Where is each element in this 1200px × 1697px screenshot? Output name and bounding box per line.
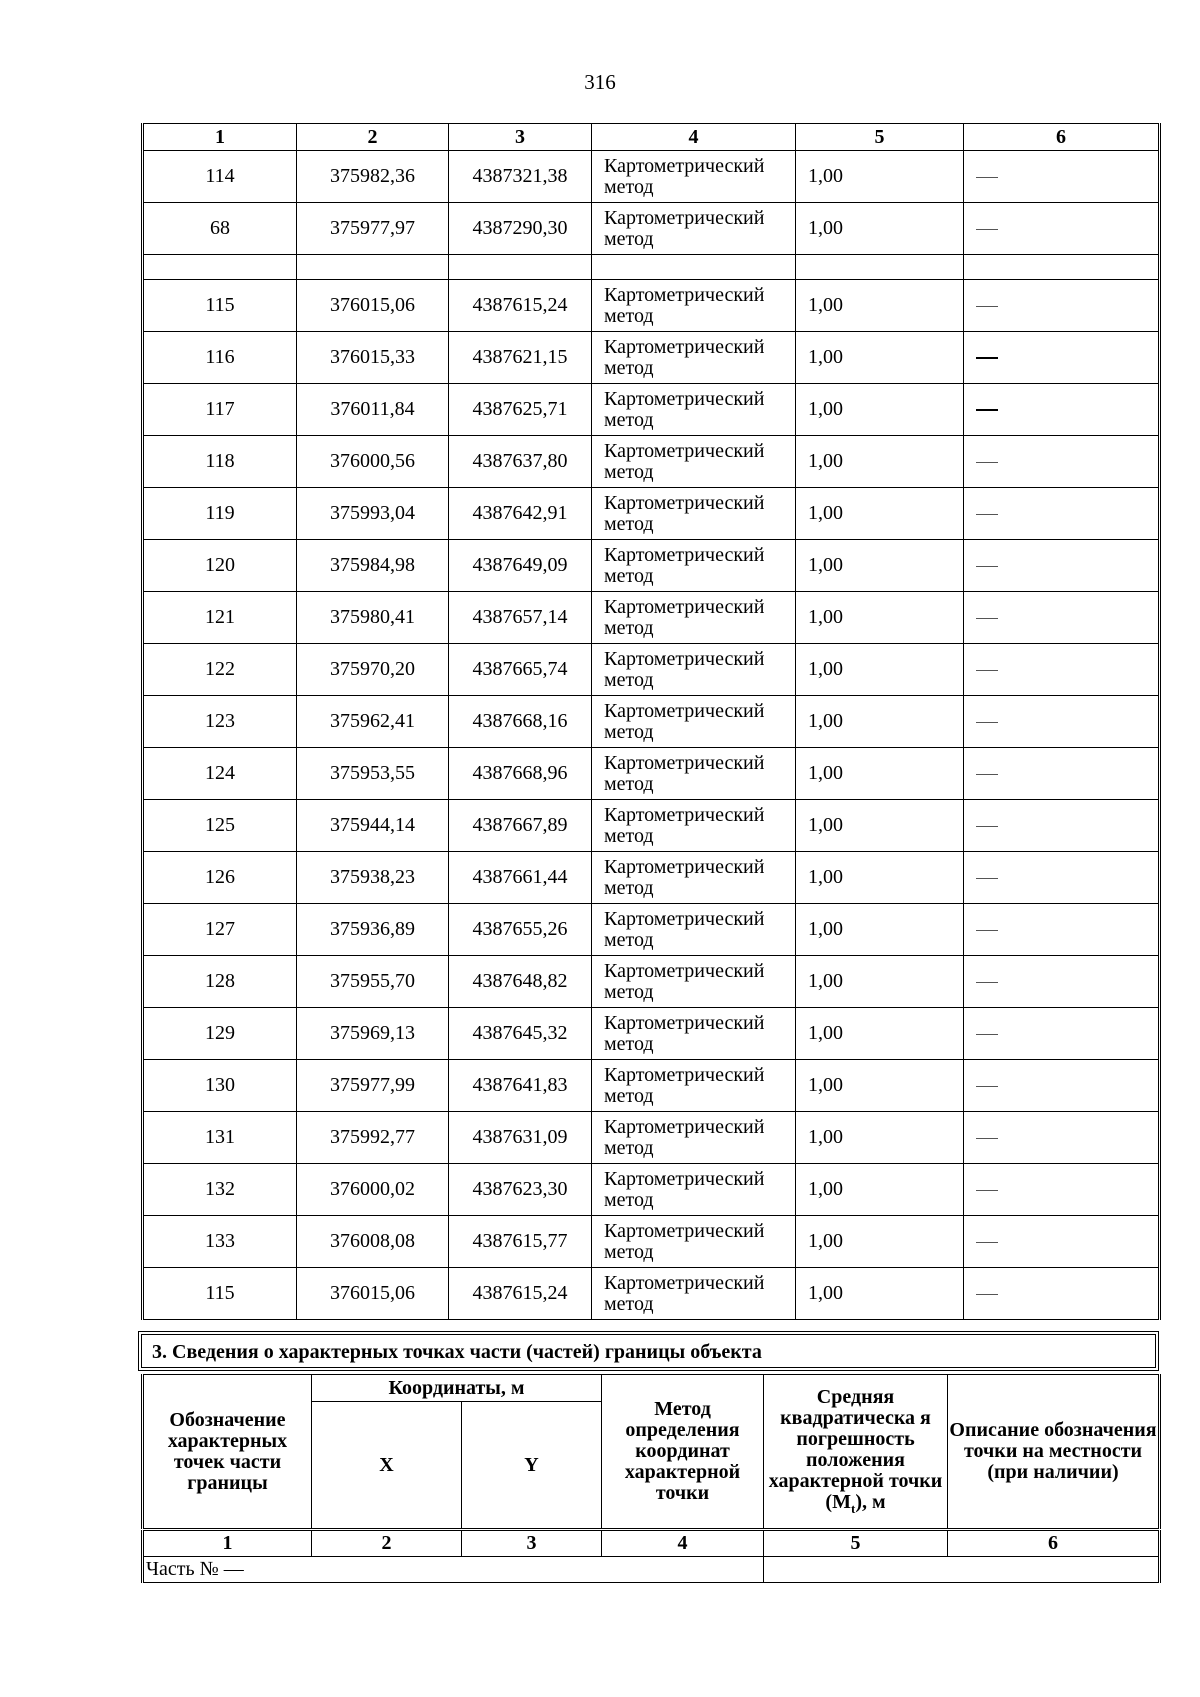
method-line: Картометрический	[604, 803, 765, 826]
y-coordinate: 4387642,91	[449, 488, 592, 540]
accuracy-value: 1,00	[796, 748, 964, 800]
description-text	[998, 399, 999, 400]
column-number: 6	[964, 124, 1160, 151]
description-cell	[964, 540, 1160, 592]
point-number: 133	[143, 1216, 297, 1268]
description-text	[998, 607, 999, 608]
table-row	[143, 1060, 1160, 1112]
description-cell	[964, 1216, 1160, 1268]
y-coordinate: 4387667,89	[449, 800, 592, 852]
accuracy-value: 1,00	[796, 1112, 964, 1164]
y-coordinate: 4387631,09	[449, 1112, 592, 1164]
method-cell	[592, 644, 796, 696]
accuracy-value: 1,00	[796, 852, 964, 904]
dash-mark	[976, 878, 998, 879]
x-coordinate: 375936,89	[297, 904, 449, 956]
method-cell	[592, 956, 796, 1008]
column-number: 4	[592, 124, 796, 151]
description-text	[998, 555, 999, 556]
method-line: метод	[604, 227, 654, 250]
description-text	[998, 166, 999, 167]
column-number: 5	[796, 124, 964, 151]
empty-cell	[592, 255, 796, 280]
coordinates-header: Координаты, м	[312, 1375, 602, 1402]
dash-mark	[976, 670, 998, 671]
dash-mark	[976, 722, 998, 723]
accuracy-value: 1,00	[796, 332, 964, 384]
method-cell	[592, 540, 796, 592]
empty-cell	[964, 255, 1160, 280]
x-coordinate: 375944,14	[297, 800, 449, 852]
dash-mark	[976, 1034, 998, 1035]
y-coordinate: 4387615,24	[449, 280, 592, 332]
y-coordinate: 4387321,38	[449, 151, 592, 203]
method-line: метод	[604, 564, 654, 587]
method-line: метод	[604, 876, 654, 899]
x-coordinate: 375953,55	[297, 748, 449, 800]
method-cell	[592, 1112, 796, 1164]
y-coordinate: 4387621,15	[449, 332, 592, 384]
column-number-row	[143, 124, 1160, 151]
method-line: метод	[604, 460, 654, 483]
point-number: 125	[143, 800, 297, 852]
point-label-header: Обозначение характерных точек части границы	[143, 1375, 312, 1529]
description-text	[998, 347, 999, 348]
accuracy-value: 1,00	[796, 540, 964, 592]
part-empty-cell	[764, 1557, 1160, 1583]
description-cell	[964, 203, 1160, 255]
dash-mark	[976, 1086, 998, 1087]
method-cell	[592, 1164, 796, 1216]
dash-mark	[976, 826, 998, 827]
method-line: Картометрический	[604, 855, 765, 878]
description-cell	[964, 1008, 1160, 1060]
dash-mark	[976, 1294, 998, 1295]
description-text	[998, 503, 999, 504]
description-text	[998, 218, 999, 219]
empty-cell	[796, 255, 964, 280]
method-line: Картометрический	[604, 543, 765, 566]
point-number: 118	[143, 436, 297, 488]
y-coordinate: 4387668,96	[449, 748, 592, 800]
method-line: Картометрический	[604, 907, 765, 930]
description-cell	[964, 384, 1160, 436]
point-number: 116	[143, 332, 297, 384]
point-number: 126	[143, 852, 297, 904]
description-cell	[964, 696, 1160, 748]
accuracy-value: 1,00	[796, 956, 964, 1008]
column-number-row	[143, 1531, 1160, 1557]
table-row	[143, 1112, 1160, 1164]
method-line: Картометрический	[604, 206, 765, 229]
y-coordinate: 4387665,74	[449, 644, 592, 696]
method-cell	[592, 203, 796, 255]
y-coordinate: 4387668,16	[449, 696, 592, 748]
method-cell	[592, 904, 796, 956]
x-coordinate: 375993,04	[297, 488, 449, 540]
table-row	[143, 540, 1160, 592]
method-cell	[592, 384, 796, 436]
x-coordinate: 375955,70	[297, 956, 449, 1008]
y-coordinate: 4387615,77	[449, 1216, 592, 1268]
method-cell	[592, 1008, 796, 1060]
table-row	[143, 280, 1160, 332]
method-line: Картометрический	[604, 959, 765, 982]
page-number: 316	[584, 70, 616, 94]
x-coordinate: 375984,98	[297, 540, 449, 592]
column-number: 4	[602, 1531, 764, 1557]
method-line: Картометрический	[604, 154, 765, 177]
method-line: Картометрический	[604, 1219, 765, 1242]
x-coordinate: 375992,77	[297, 1112, 449, 1164]
description-cell	[964, 488, 1160, 540]
method-cell	[592, 488, 796, 540]
point-number: 114	[143, 151, 297, 203]
method-line: метод	[604, 1032, 654, 1055]
accuracy-value: 1,00	[796, 488, 964, 540]
accuracy-value: 1,00	[796, 592, 964, 644]
point-number: 121	[143, 592, 297, 644]
method-cell	[592, 852, 796, 904]
point-number: 130	[143, 1060, 297, 1112]
method-cell	[592, 696, 796, 748]
description-text	[998, 295, 999, 296]
parts-body-table	[141, 1530, 1161, 1583]
column-number: 6	[948, 1531, 1160, 1557]
x-coordinate: 376015,06	[297, 280, 449, 332]
dash-mark	[976, 409, 998, 411]
point-number: 119	[143, 488, 297, 540]
point-number: 129	[143, 1008, 297, 1060]
method-line: метод	[604, 668, 654, 691]
table-row	[143, 151, 1160, 203]
accuracy-value: 1,00	[796, 1008, 964, 1060]
description-cell	[964, 800, 1160, 852]
y-coordinate: 4387637,80	[449, 436, 592, 488]
method-cell	[592, 151, 796, 203]
method-line: метод	[604, 356, 654, 379]
x-coordinate: 375962,41	[297, 696, 449, 748]
description-cell	[964, 852, 1160, 904]
method-line: Картометрический	[604, 1063, 765, 1086]
accuracy-value: 1,00	[796, 1216, 964, 1268]
point-number: 115	[143, 280, 297, 332]
empty-cell	[143, 255, 297, 280]
method-cell	[592, 1216, 796, 1268]
dash-mark	[976, 774, 998, 775]
y-header: Y	[462, 1402, 602, 1529]
table-row	[143, 1008, 1160, 1060]
method-line: метод	[604, 928, 654, 951]
method-line: Картометрический	[604, 751, 765, 774]
y-coordinate: 4387641,83	[449, 1060, 592, 1112]
y-coordinate: 4387655,26	[449, 904, 592, 956]
x-coordinate: 376015,06	[297, 1268, 449, 1320]
method-cell	[592, 1060, 796, 1112]
part-row	[143, 1557, 1160, 1583]
x-coordinate: 376015,33	[297, 332, 449, 384]
description-header: Описание обозначения точки на местности (при наличии)	[948, 1375, 1160, 1529]
method-line: Картометрический	[604, 595, 765, 618]
method-line: метод	[604, 1136, 654, 1159]
x-coordinate: 376000,56	[297, 436, 449, 488]
method-line: Картометрический	[604, 1271, 765, 1294]
table-row	[143, 488, 1160, 540]
point-number: 124	[143, 748, 297, 800]
x-coordinate: 376011,84	[297, 384, 449, 436]
accuracy-value: 1,00	[796, 1060, 964, 1112]
description-cell	[964, 592, 1160, 644]
method-line: метод	[604, 1292, 654, 1315]
method-line: метод	[604, 772, 654, 795]
method-line: Картометрический	[604, 1115, 765, 1138]
accuracy-value: 1,00	[796, 644, 964, 696]
method-line: метод	[604, 616, 654, 639]
method-line: метод	[604, 512, 654, 535]
method-cell	[592, 332, 796, 384]
x-coordinate: 375938,23	[297, 852, 449, 904]
table-row	[143, 384, 1160, 436]
accuracy-header: Средняя квадратическа я погрешность положения характерной точки $(M_t)$, м	[764, 1375, 948, 1529]
method-line: Картометрический	[604, 387, 765, 410]
table-row	[143, 1268, 1160, 1320]
dash-mark	[976, 229, 998, 230]
column-number: 2	[312, 1531, 462, 1557]
accuracy-value: 1,00	[796, 800, 964, 852]
description-cell	[964, 436, 1160, 488]
description-cell	[964, 1060, 1160, 1112]
table-row	[143, 592, 1160, 644]
description-text	[998, 971, 999, 972]
y-coordinate: 4387623,30	[449, 1164, 592, 1216]
method-line: Картометрический	[604, 647, 765, 670]
y-coordinate: 4387649,09	[449, 540, 592, 592]
column-number: 1	[143, 124, 297, 151]
accuracy-value: 1,00	[796, 151, 964, 203]
description-text	[998, 1075, 999, 1076]
point-number: 123	[143, 696, 297, 748]
description-cell	[964, 1268, 1160, 1320]
accuracy-value: 1,00	[796, 1164, 964, 1216]
method-header: Метод определения координат характерной точки	[602, 1375, 764, 1529]
description-text	[998, 659, 999, 660]
description-text	[998, 867, 999, 868]
description-cell	[964, 1112, 1160, 1164]
description-text	[998, 711, 999, 712]
y-coordinate: 4387645,32	[449, 1008, 592, 1060]
method-line: Картометрический	[604, 283, 765, 306]
x-coordinate: 375977,97	[297, 203, 449, 255]
dash-mark	[976, 618, 998, 619]
column-number: 5	[764, 1531, 948, 1557]
point-number: 115	[143, 1268, 297, 1320]
table-row	[143, 1164, 1160, 1216]
x-coordinate: 375977,99	[297, 1060, 449, 1112]
description-text	[998, 919, 999, 920]
point-number: 131	[143, 1112, 297, 1164]
empty-row	[143, 255, 1160, 280]
method-line: метод	[604, 1084, 654, 1107]
point-number: 122	[143, 644, 297, 696]
point-number: 132	[143, 1164, 297, 1216]
description-cell	[964, 332, 1160, 384]
method-line: Картометрический	[604, 335, 765, 358]
method-line: Картометрический	[604, 1011, 765, 1034]
method-cell	[592, 748, 796, 800]
accuracy-value: 1,00	[796, 1268, 964, 1320]
accuracy-value: 1,00	[796, 904, 964, 956]
method-line: метод	[604, 720, 654, 743]
method-cell	[592, 436, 796, 488]
dash-mark	[976, 357, 998, 359]
accuracy-value: 1,00	[796, 384, 964, 436]
dash-mark	[976, 514, 998, 515]
table-row	[143, 852, 1160, 904]
dash-mark	[976, 1242, 998, 1243]
description-text	[998, 1283, 999, 1284]
dash-mark	[976, 982, 998, 983]
table-row	[143, 1216, 1160, 1268]
dash-mark	[976, 1138, 998, 1139]
table-row	[143, 436, 1160, 488]
accuracy-value: 1,00	[796, 436, 964, 488]
section-3-title: 3. Сведения о характерных точках части (частей) границы объекта	[141, 1334, 1156, 1368]
part-number-label: Часть № —	[143, 1557, 764, 1583]
description-text	[998, 451, 999, 452]
description-text	[998, 1023, 999, 1024]
dash-mark	[976, 462, 998, 463]
table-row	[143, 644, 1160, 696]
point-number: 68	[143, 203, 297, 255]
y-coordinate: 4387625,71	[449, 384, 592, 436]
description-text	[998, 1127, 999, 1128]
column-number: 3	[462, 1531, 602, 1557]
accuracy-value: 1,00	[796, 696, 964, 748]
point-number: 127	[143, 904, 297, 956]
empty-cell	[297, 255, 449, 280]
dash-mark	[976, 566, 998, 567]
dash-mark	[976, 930, 998, 931]
y-coordinate: 4387657,14	[449, 592, 592, 644]
accuracy-value: 1,00	[796, 280, 964, 332]
parts-header-table	[141, 1374, 1161, 1529]
table-row	[143, 696, 1160, 748]
table-row	[143, 332, 1160, 384]
column-number: 3	[449, 124, 592, 151]
description-text	[998, 1179, 999, 1180]
y-coordinate: 4387661,44	[449, 852, 592, 904]
coordinates-table	[141, 123, 1161, 1320]
x-header: X	[312, 1402, 462, 1529]
description-text	[998, 815, 999, 816]
method-line: метод	[604, 175, 654, 198]
description-text	[998, 763, 999, 764]
table-row	[143, 800, 1160, 852]
description-cell	[964, 151, 1160, 203]
point-number: 120	[143, 540, 297, 592]
description-cell	[964, 748, 1160, 800]
method-line: метод	[604, 824, 654, 847]
method-line: метод	[604, 1240, 654, 1263]
method-line: метод	[604, 1188, 654, 1211]
method-line: Картометрический	[604, 491, 765, 514]
y-coordinate: 4387648,82	[449, 956, 592, 1008]
method-line: метод	[604, 304, 654, 327]
y-coordinate: 4387615,24	[449, 1268, 592, 1320]
description-text	[998, 1231, 999, 1232]
description-cell	[964, 956, 1160, 1008]
dash-mark	[976, 1190, 998, 1191]
description-cell	[964, 904, 1160, 956]
x-coordinate: 376000,02	[297, 1164, 449, 1216]
method-cell	[592, 280, 796, 332]
method-cell	[592, 800, 796, 852]
x-coordinate: 375969,13	[297, 1008, 449, 1060]
point-number: 128	[143, 956, 297, 1008]
dash-mark	[976, 306, 998, 307]
method-line: Картометрический	[604, 699, 765, 722]
method-line: Картометрический	[604, 439, 765, 462]
table-row	[143, 956, 1160, 1008]
method-line: Картометрический	[604, 1167, 765, 1190]
x-coordinate: 375980,41	[297, 592, 449, 644]
table-row	[143, 203, 1160, 255]
description-cell	[964, 644, 1160, 696]
empty-cell	[449, 255, 592, 280]
point-number: 117	[143, 384, 297, 436]
column-number: 1	[143, 1531, 312, 1557]
x-coordinate: 375982,36	[297, 151, 449, 203]
method-line: метод	[604, 980, 654, 1003]
table-row	[143, 748, 1160, 800]
x-coordinate: 376008,08	[297, 1216, 449, 1268]
method-line: метод	[604, 408, 654, 431]
column-number: 2	[297, 124, 449, 151]
method-cell	[592, 1268, 796, 1320]
method-cell	[592, 592, 796, 644]
accuracy-value: 1,00	[796, 203, 964, 255]
x-coordinate: 375970,20	[297, 644, 449, 696]
description-cell	[964, 1164, 1160, 1216]
y-coordinate: 4387290,30	[449, 203, 592, 255]
table-row	[143, 904, 1160, 956]
dash-mark	[976, 177, 998, 178]
description-cell	[964, 280, 1160, 332]
